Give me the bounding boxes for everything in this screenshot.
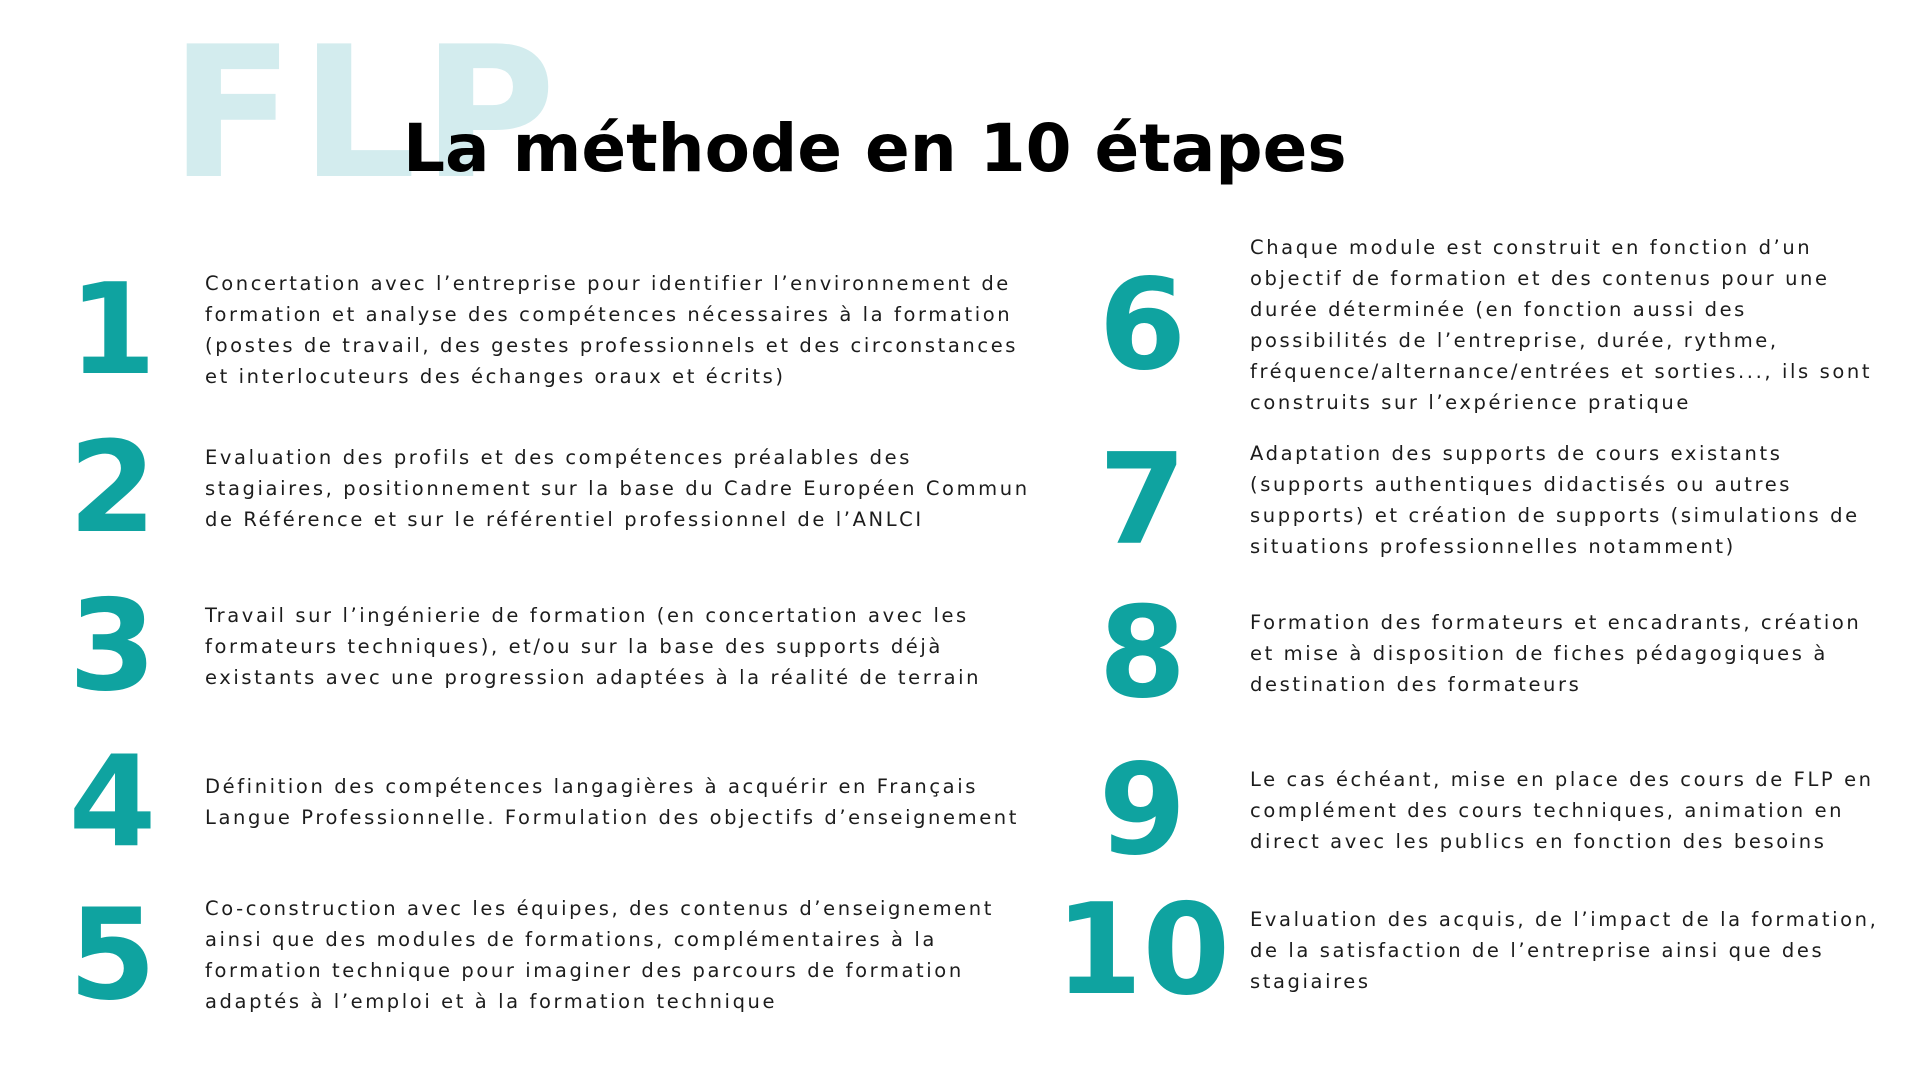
step-description: Concertation avec l’entreprise pour identifier l’environnement de formation et analyse des compétences nécessaires à la formation (postes de travail, des gestes professionnels et des circonstances et interlocuteurs des échanges oraux et écrits) — [205, 272, 1019, 388]
step-description: Travail sur l’ingénierie de formation (en concertation avec les formateurs techniques), et/ou sur la base des supports déjà existants avec une progression adaptées à la réalité de terrain — [205, 603, 982, 689]
step-number: 1 — [68, 256, 157, 403]
step-2 — [0, 414, 1050, 561]
step-description: Formation des formateurs et encadrants, création et mise à disposition de fiches pédagogiques à destination des formateurs — [1250, 610, 1862, 696]
step-number: 3 — [68, 572, 157, 719]
step-description: Définition des compétences langagières à acquérir en Français Langue Professionnelle. Formulation des objectifs d’enseignement — [205, 775, 1020, 829]
step-description: Adaptation des supports de cours existants (supports authentiques didactisés ou autres supports) et création de supports (simulations de situations professionnelles notamment) — [1250, 442, 1860, 558]
step-1 — [0, 256, 1050, 403]
step-6 — [1035, 230, 1890, 420]
step-number: 5 — [68, 881, 157, 1028]
step-number: 4 — [68, 728, 157, 875]
step-number: 2 — [68, 414, 157, 561]
step-5 — [0, 881, 1050, 1028]
step-number: 10 — [1054, 876, 1231, 1023]
step-description: Co-construction avec les équipes, des contenus d’enseignement ainsi que des modules de formations, complémentaires à la formation technique pour imaginer des parcours de formation adaptés à l’emploi et à la formation technique — [205, 897, 994, 1013]
step-3 — [0, 572, 1050, 719]
step-description: Evaluation des acquis, de l’impact de la formation, de la satisfaction de l’entreprise ainsi que des stagiaires — [1250, 907, 1879, 993]
step-description: Evaluation des profils et des compétences préalables des stagiaires, positionnement sur la base du Cadre Européen Commun de Référence et sur le référentiel professionnel de l’ANLCI — [205, 445, 1030, 531]
step-number: 7 — [1098, 426, 1187, 573]
step-description: Chaque module est construit en fonction d’un objectif de formation et des contenus pour une durée déterminée (en fonction aussi des possibilités de l’entreprise, durée, rythme, fréquence/alternance/entrées et sorties..., ils sont construits sur l’expérience pratique — [1250, 236, 1873, 414]
page-title: La méthode en 10 étapes — [403, 110, 1347, 187]
step-4 — [0, 728, 1050, 875]
step-10 — [1035, 876, 1890, 1023]
step-9 — [1035, 736, 1890, 883]
step-description: Le cas échéant, mise en place des cours de FLP en complément des cours techniques, animation en direct avec les publics en fonction des besoins — [1250, 767, 1874, 853]
step-number: 9 — [1098, 736, 1187, 883]
step-7 — [1035, 426, 1890, 573]
step-number: 8 — [1098, 579, 1187, 726]
step-number: 6 — [1098, 251, 1187, 398]
flp-watermark: FLP — [170, 7, 562, 219]
step-8 — [1035, 579, 1890, 726]
